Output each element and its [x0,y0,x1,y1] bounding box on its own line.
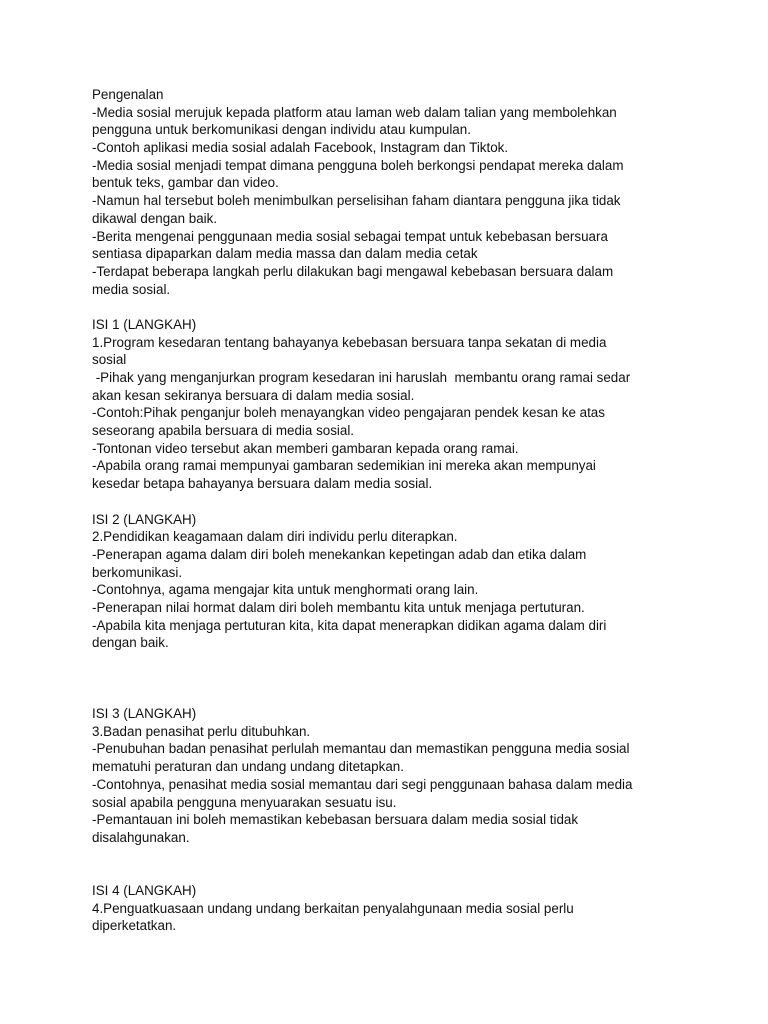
text-line: sosial [92,352,127,368]
text-line: -Pemantauan ini boleh memastikan kebebasan bersuara dalam media sosial tidak [92,812,579,828]
text-line: -Penerapan agama dalam diri boleh menekankan kepetingan adab dan etika dalam [92,546,587,562]
text-line: berkomunikasi. [92,564,183,580]
paragraph-spacer [92,298,692,316]
text-line: pengguna untuk berkomunikasi dengan individu atau kumpulan. [92,122,471,138]
text-line: 4.Penguatkuasaan undang undang berkaitan penyalahgunaan media sosial perlu [92,900,574,916]
text-line: akan kesan sekiranya bersuara di dalam media sosial. [92,387,415,403]
section-pengenalan [92,86,692,298]
section-isi-4 [92,882,692,935]
text-line: -Media sosial menjadi tempat dimana pengguna boleh berkongsi pendapat mereka dalam [92,157,624,173]
text-line: -Tontonan video tersebut akan memberi gambaran kepada orang ramai. [92,440,519,456]
text-line: seseorang apabila bersuara di media sosial. [92,423,355,439]
text-line: -Contoh:Pihak penganjur boleh menayangkan video pengajaran pendek kesan ke atas [92,405,605,421]
text-line: mematuhi peraturan dan undang undang ditetapkan. [92,759,404,775]
text-line: -Contohnya, agama mengajar kita untuk menghormati orang lain. [92,582,479,598]
section-heading: ISI 2 (LANGKAH) [92,511,197,527]
text-line: -Apabila orang ramai mempunyai gambaran sedemikian ini mereka akan mempunyai [92,458,596,474]
text-line: -Penerapan nilai hormat dalam diri boleh membantu kita untuk menjaga pertuturan. [92,599,585,615]
text-line: -Media sosial merujuk kepada platform atau laman web dalam talian yang membolehkan [92,104,617,120]
section-heading: ISI 1 (LANGKAH) [92,316,197,332]
text-line: kesedar betapa bahayanya bersuara dalam media sosial. [92,476,433,492]
section-isi-1 [92,316,692,493]
text-line: -Namun hal tersebut boleh menimbulkan perselisihan faham diantara pengguna jika tidak [92,193,621,209]
text-line: 3.Badan penasihat perlu ditubuhkan. [92,723,311,739]
section-heading: ISI 4 (LANGKAH) [92,882,197,898]
document-page [92,86,692,935]
text-line: -Pihak yang menganjurkan program kesedaran ini haruslah membantu orang ramai sedar [92,370,631,385]
text-line: -Terdapat beberapa langkah perlu dilakukan bagi mengawal kebebasan bersuara dalam [92,263,614,279]
text-line: bentuk teks, gambar dan video. [92,175,279,191]
text-line: sentiasa dipaparkan dalam media massa dan dalam media cetak [92,246,478,262]
paragraph-spacer [92,493,692,511]
text-line: diperketatkan. [92,918,177,934]
paragraph-spacer [92,847,692,882]
text-line: 2.Pendidikan keagamaan dalam diri individu perlu diterapkan. [92,529,458,545]
text-line: 1.Program kesedaran tentang bahayanya kebebasan bersuara tanpa sekatan di media [92,334,607,350]
text-line: dikawal dengan baik. [92,210,218,226]
section-heading: ISI 3 (LANGKAH) [92,706,197,722]
text-line: media sosial. [92,281,171,297]
section-isi-3 [92,705,692,847]
text-line: sosial apabila pengguna menyuarakan sesuatu isu. [92,794,397,810]
text-line: -Penubuhan badan penasihat perlulah memantau dan memastikan pengguna media sosial [92,741,630,757]
text-line: -Contoh aplikasi media sosial adalah Facebook, Instagram dan Tiktok. [92,140,509,156]
paragraph-spacer [92,652,692,705]
text-line: dengan baik. [92,635,169,651]
text-line: -Apabila kita menjaga pertuturan kita, kita dapat menerapkan didikan agama dalam diri [92,617,607,633]
text-line: disalahgunakan. [92,829,190,845]
text-line: -Berita mengenai penggunaan media sosial sebagai tempat untuk kebebasan bersuara [92,228,608,244]
text-line: -Contohnya, penasihat media sosial memantau dari segi penggunaan bahasa dalam media [92,776,633,792]
section-heading: Pengenalan [92,87,164,102]
section-isi-2 [92,511,692,653]
